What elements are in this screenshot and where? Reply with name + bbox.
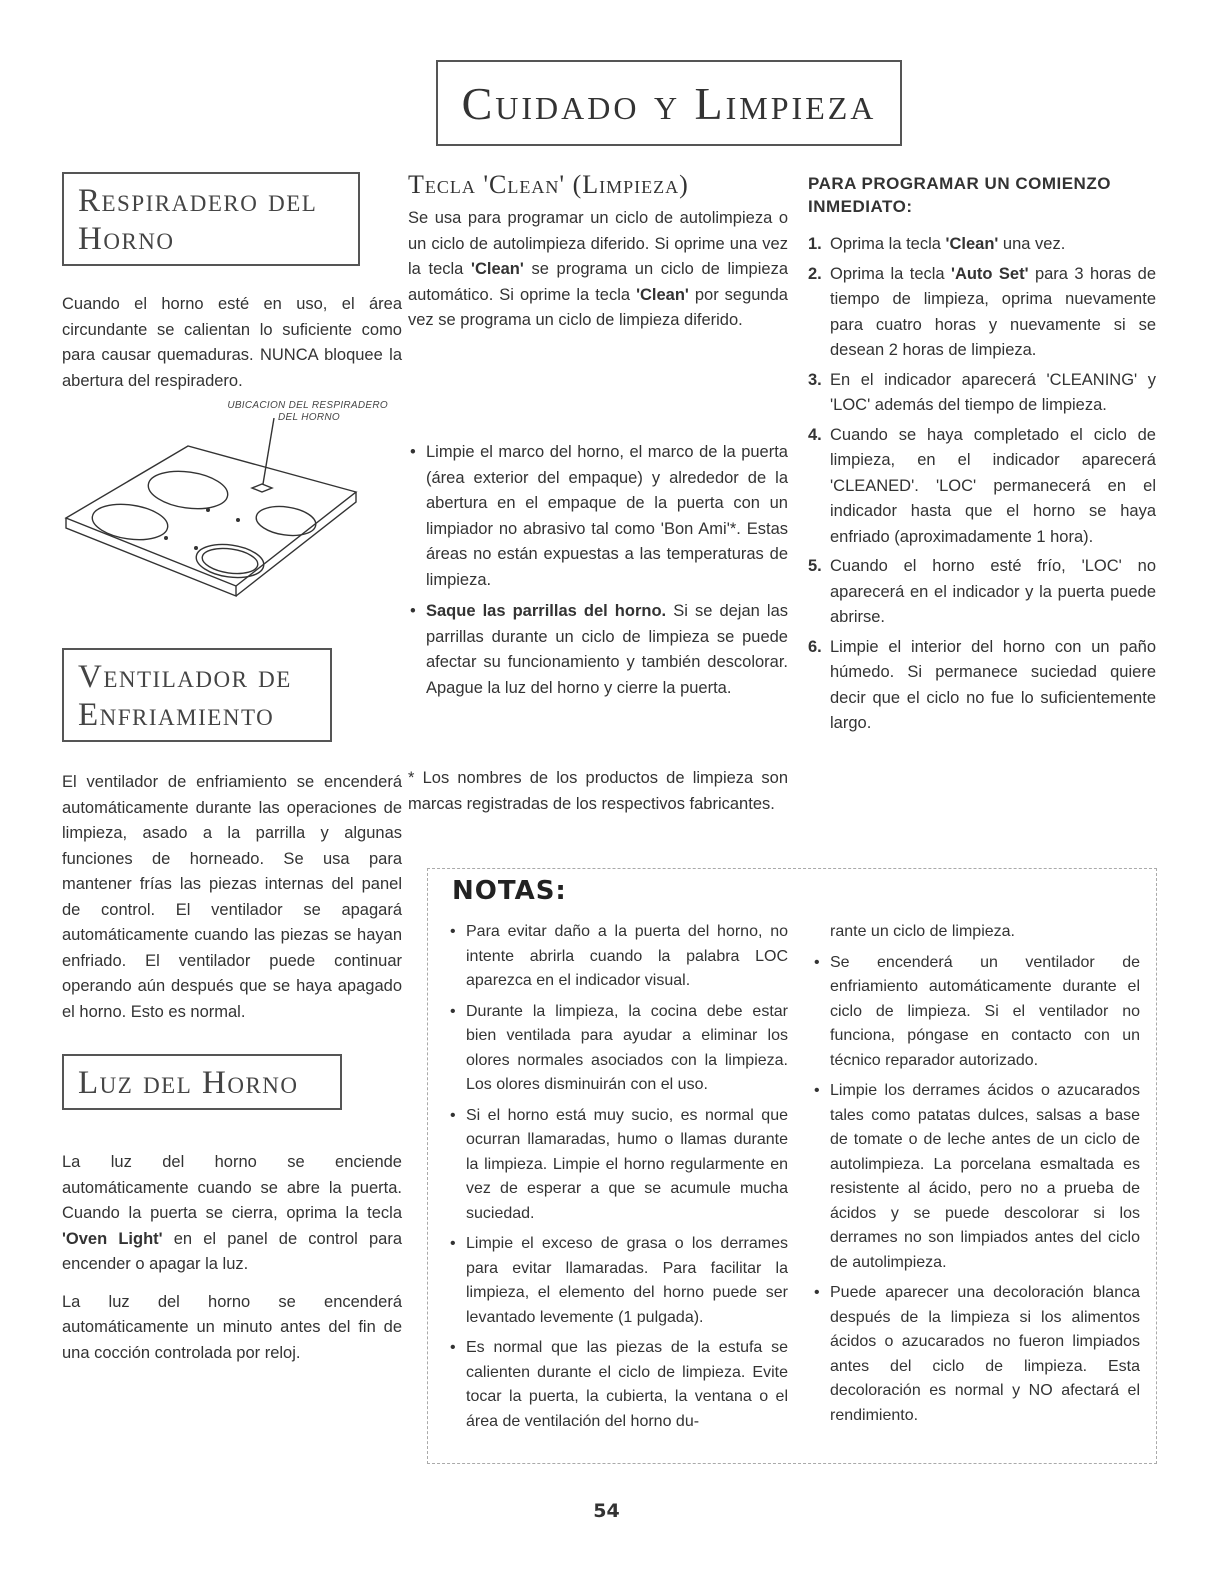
step-item xyxy=(808,635,1156,737)
step-text-a: En el indicador aparecerá 'CLEANING' y 'LOC' además del tiempo de limpieza. xyxy=(830,370,1156,414)
page-number: 54 xyxy=(593,1500,620,1522)
step-text-a: Oprima la tecla xyxy=(830,264,952,283)
step-number: 5. xyxy=(808,557,822,575)
step-item xyxy=(808,262,1156,364)
note-item: • Si el horno está muy sucio, es normal que ocurran llamaradas, humo o llamas durante la limpieza. Limpie el horno regularmente en vez de esperar a que se acumule mucha suciedad. xyxy=(448,1104,788,1227)
step-text-b: para 3 horas de tiempo de limpieza, oprima nuevamente para cuatro horas y nuevamente si se desean 2 horas de limpieza. xyxy=(830,264,1156,359)
clean-intro-b: se programa un ciclo de limpieza automático. Si oprime la tecla xyxy=(408,260,788,304)
note-item: • Se encenderá un ventilador de enfriamiento automáticamente durante el ciclo de limpieza. Si el ventilador no funciona, póngase en contacto con un técnico reparador autorizado. xyxy=(812,951,1140,1074)
oven-vent-heading: Respiradero del Horno xyxy=(62,172,360,266)
step-number: 1. xyxy=(808,235,822,253)
step-item xyxy=(808,232,1156,258)
step-number: 3. xyxy=(808,370,822,389)
notes-left-column xyxy=(448,920,788,1440)
clean-footnote: * Los nombres de los productos de limpieza son marcas registradas de los respectivos fabricantes. xyxy=(408,769,788,813)
step-key: 'Clean' xyxy=(945,235,999,253)
clean-intro-c: por segunda vez se programa un ciclo de limpieza diferido. xyxy=(408,285,788,329)
step-item xyxy=(808,368,1156,419)
cooling-fan-heading: Ventilador de Enfriamiento xyxy=(62,648,332,742)
vent-caption-line2: DEL HORNO xyxy=(278,412,340,423)
cooling-fan-paragraph: El ventilador de enfriamiento se encenderá automáticamente durante las operaciones de limpieza, asado a la parrilla y algunas funciones de horneado. Se usa para mantener frías las piezas internas del panel de control. El ventilador se apagará automáticamente cuando las piezas se hayan enfriado. El ventilador puede continuar operando aún después que se haya apagado el horno. Esto es normal. xyxy=(62,773,402,1021)
step-text-a: Cuando se haya completado el ciclo de limpieza, en el indicador aparecerá 'CLEANED'. 'LOC' permanecerá en el indicador hasta que el horno se haya enfriado (aproximadamente 1 hora). xyxy=(830,425,1156,546)
step-number: 2. xyxy=(808,264,822,283)
step-item xyxy=(808,423,1156,551)
step-text-a: Limpie el interior del horno con un paño húmedo. Si permanece suciedad quiere decir que el ciclo no fue lo suficientemente largo. xyxy=(830,637,1156,732)
oven-light-paragraph-2: La luz del horno se encenderá automáticamente un minuto antes del fin de una cocción controlada por reloj. xyxy=(62,1292,402,1362)
clean-intro-key2: 'Clean' xyxy=(636,285,689,304)
clean-key-heading: Tecla 'Clean' (Limpieza) xyxy=(408,170,689,199)
step-item xyxy=(808,554,1156,631)
step-text-b: una vez. xyxy=(998,235,1066,253)
immediate-start-heading: PARA PROGRAMAR UN COMIENZO INMEDIATO: xyxy=(808,174,1111,216)
step-number: 4. xyxy=(808,425,822,444)
clean-intro-a: Se usa para programar un ciclo de autolimpieza o un ciclo de autolimpieza diferido. Si oprime una vez la tecla xyxy=(408,209,788,278)
racks-rest: Si se dejan las parrillas durante un ciclo de limpieza se puede afectar su funcionamiento y también descolorar. Apague la luz del horno y cierre la puerta. xyxy=(426,602,788,697)
oven-light-text xyxy=(62,1150,402,1378)
notes-continuation: rante un ciclo de limpieza. xyxy=(830,923,1015,940)
oven-light-p1-after: en el panel de control para encender o apagar la luz. xyxy=(62,1229,402,1273)
notes-title: NOTAS: xyxy=(452,876,567,906)
racks-bold: Saque las parrillas del horno. xyxy=(426,602,667,620)
step-number: 6. xyxy=(808,637,822,656)
notes-right-column xyxy=(812,920,1140,1434)
oven-light-heading: Luz del Horno xyxy=(62,1054,342,1110)
oven-light-paragraph-1 xyxy=(62,1150,402,1278)
oven-light-key: 'Oven Light' xyxy=(62,1229,163,1248)
step-text-a: Oprima la tecla xyxy=(830,235,946,253)
clean-key-intro xyxy=(408,206,788,334)
oven-vent-paragraph: Cuando el horno esté en uso, el área circundante se calientan lo suficiente como para causar quemaduras. NUNCA bloquee la abertura del respiradero. xyxy=(62,295,402,390)
clean-bullet-frames: • Limpie el marco del horno, el marco de la puerta (área exterior del empaque) y alrededor de la abertura en el empaque de la puerta con un limpiador no abrasivo tal como 'Bon Ami'*. Estas áreas no están expuestas a las temperaturas de limpieza. xyxy=(408,440,788,593)
notes-right-list xyxy=(812,951,1140,1429)
note-item: • Durante la limpieza, la cocina debe estar bien ventilada para ayudar a eliminar los olores normales asociados con la limpieza. Los olores disminuirán con el uso. xyxy=(448,1000,788,1098)
oven-light-p1-before: La luz del horno se enciende automáticamente cuando se abre la puerta. Cuando la puerta se cierra, oprima la tecla xyxy=(62,1153,402,1222)
vent-caption-line1: UBICACION DEL RESPIRADERO xyxy=(227,400,388,411)
page-title: Cuidado y Limpieza xyxy=(436,60,902,146)
clean-bullet-racks xyxy=(408,599,788,701)
note-item: • Es normal que las piezas de la estufa se calienten durante el ciclo de limpieza. Evite tocar la puerta, la cubierta, la ventana o el área de ventilación del horno du- xyxy=(448,1336,788,1434)
clean-bullets xyxy=(408,440,788,707)
note-item: • Puede aparecer una decoloración blanca después de la limpieza si los alimentos ácidos o azucarados no fueron limpiados antes del ciclo de limpieza. Esta decoloración es normal y NO afectará el rendimiento. xyxy=(812,1281,1140,1428)
note-item: • Limpie el exceso de grasa o los derrames para evitar llamaradas. Para facilitar la limpieza, el elemento del horno puede ser levantado levemente (1 pulgada). xyxy=(448,1232,788,1330)
step-key: 'Auto Set' xyxy=(951,264,1029,283)
step-text-a: Cuando el horno esté frío, 'LOC' no aparecerá en el indicador y la puerta puede abrirse. xyxy=(830,557,1156,626)
clean-intro-key1: 'Clean' xyxy=(471,260,524,278)
immediate-start-steps xyxy=(808,232,1156,741)
cooktop-illustration xyxy=(58,418,378,618)
note-item: • Limpie los derrames ácidos o azucarados tales como patatas dulces, salsas a base de tomate o de leche antes de un ciclo de autolimpieza. La porcelana esmaltada es resistente al ácido, pero no a prueba de ácidos y se puede descolorar si los derrames no son limpiados antes del ciclo de autolimpieza. xyxy=(812,1079,1140,1275)
note-item: • Para evitar daño a la puerta del horno, no intente abrirla cuando la palabra LOC aparezca en el indicador visual. xyxy=(448,920,788,994)
